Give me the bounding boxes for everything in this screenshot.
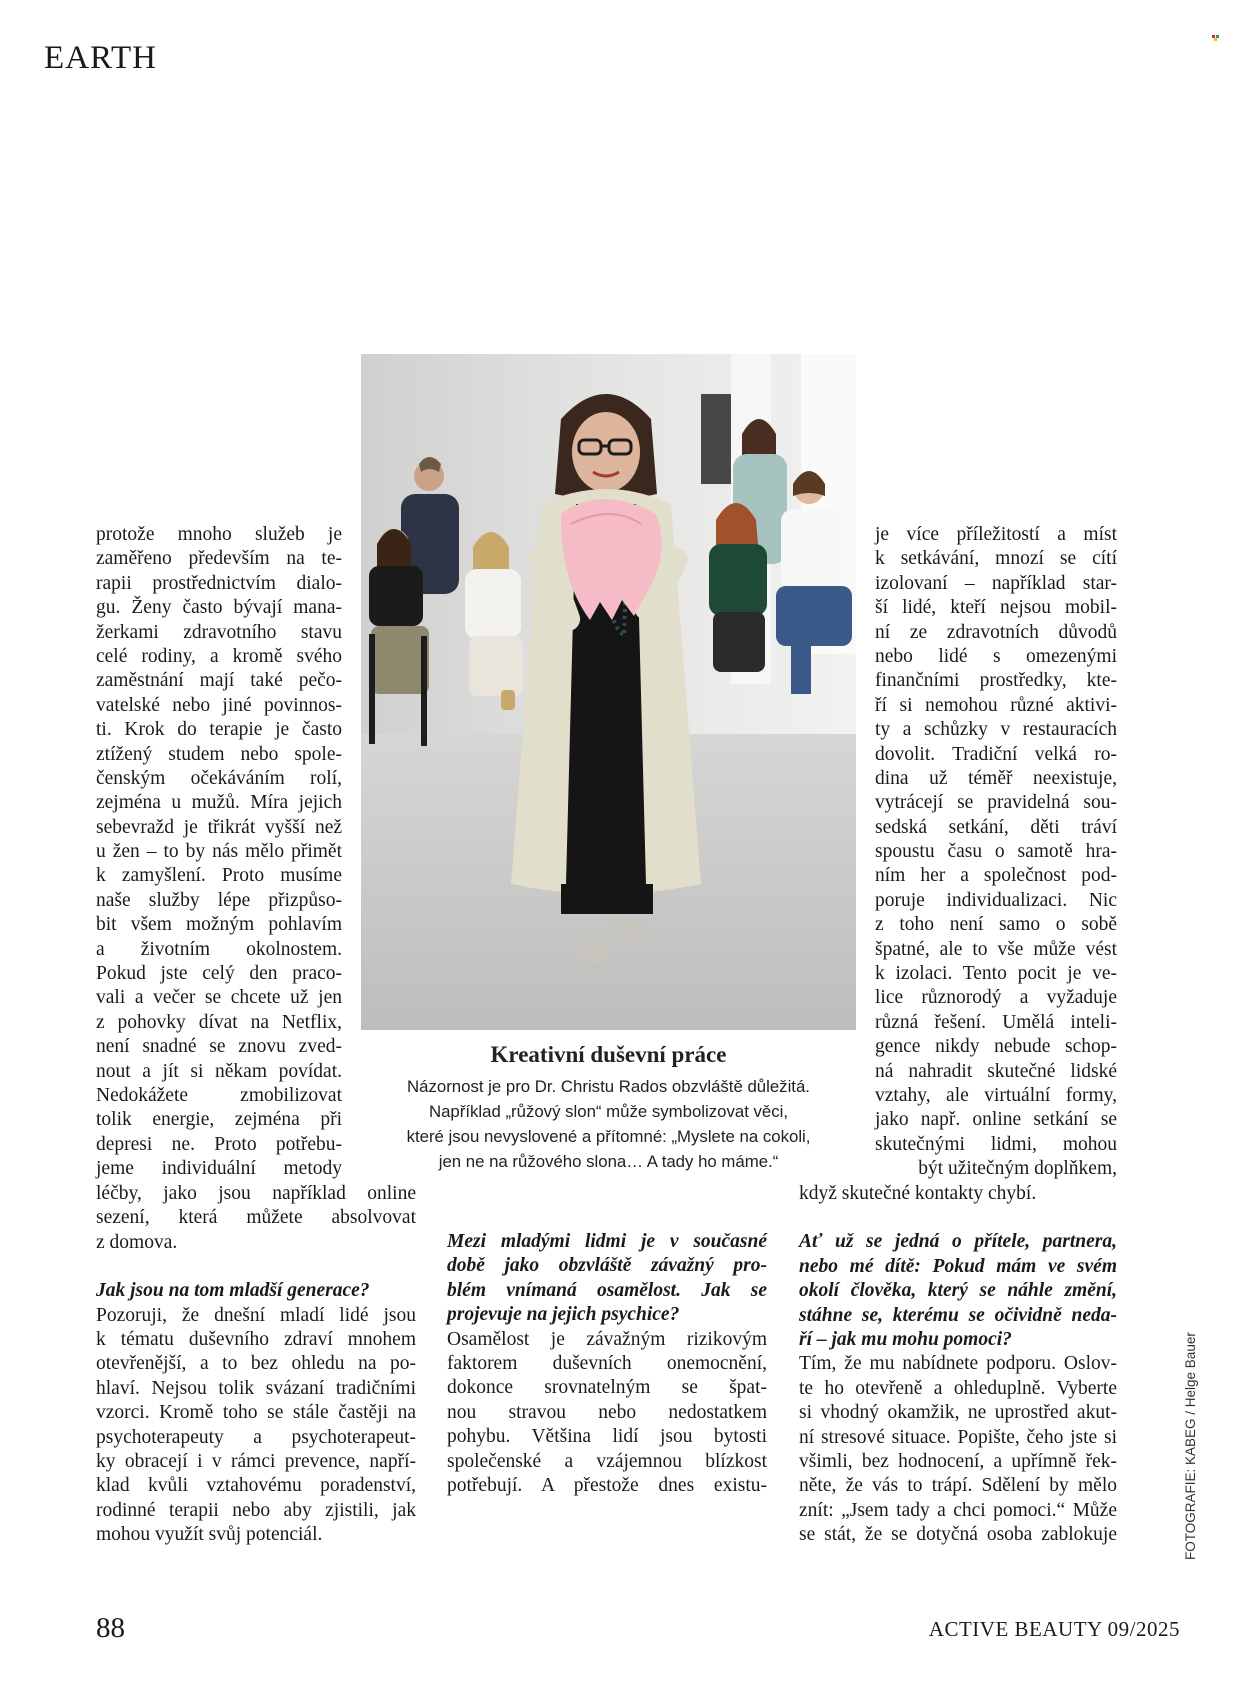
text-line: znít: „Jsem tady a chci pomoci.“ Může [799,1499,1117,1521]
text-line: psychoterapeuty a psychoterapeut- [96,1426,416,1448]
text-line: sezení, která můžete absolvovat [96,1207,416,1229]
text-line: ní stresové situace. Popište, čeho jste si [799,1426,1117,1448]
text-line: vali a večer se chcete už jen [96,987,342,1009]
text-line: u žen – to by nás mělo přimět [96,841,342,863]
text-line: k zamyšlení. Proto musíme [96,865,342,887]
text-line: dokonce srovnatelným se špat- [447,1377,767,1399]
interview-question: projevuje na jejich psychice? [447,1304,680,1326]
text-line: gu. Ženy často bývají mana- [96,597,342,619]
interview-question: Mezi mladými lidmi je v současné [447,1231,767,1252]
text-line: Pokud jste celý den praco- [96,963,342,985]
text-line: te ho otevřeně a ohleduplně. Vyberte [799,1377,1117,1399]
text-line: vatelské nebo jiné povinnos- [96,694,342,716]
text-line: bit všem možným pohlavím [96,914,342,936]
text-line: spoustu času o samotě hra- [875,841,1117,863]
text-line: celé rodiny, a kromě svého [96,645,342,667]
column-middle [447,1230,767,1498]
text-line: protože mnoho služeb je [96,524,342,545]
text-line: nou stravou nebo nedostatkem [447,1401,767,1423]
text-line: ti. Krok do terapie je často [96,719,342,741]
text-line: izolovaní – například star- [875,572,1117,594]
text-line: dovolit. Tradiční velká ro- [875,743,1117,765]
photo-caption-title: Kreativní duševní práce [490,1042,727,1067]
text-line: klad kvůli vztahovému poradenství, [96,1475,416,1497]
text-line: a životním okolnostem. [96,938,342,960]
text-line: z domova. [96,1231,178,1253]
text-line: Osamělost je závažným rizikovým [447,1328,767,1350]
magazine-issue: ACTIVE BEAUTY 09/2025 [928,1617,1180,1641]
interview-question: stáhne se, kterému se očividně neda- [799,1304,1117,1326]
text-line: ná nahradit skutečné lidské [875,1060,1117,1082]
text-line: k izolaci. Tento pocit je ve- [875,963,1117,985]
photo-caption-line: Například „růžový slon“ může symbolizovat věci, [428,1102,789,1121]
text-line: špatné, ale to vše může vést [875,938,1117,960]
text-line: pohybu. Většina lidí jsou bytosti [447,1426,767,1448]
text-line: ztížený studem nebo spole- [96,743,342,765]
text-line: nebo lidé s omezenými [875,645,1117,667]
text-line: poruje individualizaci. Nic [875,889,1117,911]
text-line: rapii prostřednictvím dialo- [96,572,342,594]
text-line: k setkávání, mnozí se cítí [875,548,1117,570]
text-line: potřebují. A přestože dnes existu- [447,1474,767,1496]
text-line: společenské a vzájemnou blízkost [447,1450,767,1472]
text-line: ty a schůzky v restauracích [875,719,1117,741]
text-line: Pozoruji, že dnešní mladí lidé jsou [96,1304,416,1326]
text-line: faktorem duševních onemocnění, [447,1352,767,1374]
page-number: 88 [96,1612,125,1644]
column-right-bottom [799,1182,1117,1547]
interview-question: blém vnímaná osamělost. Jak se [447,1279,767,1301]
text-line: lice různorodý a vyžaduje [875,987,1117,1009]
text-line: ří si nemohou různé aktivi- [875,694,1117,716]
column-left-wide [96,1182,416,1547]
article-photo [361,354,856,1030]
section-label: EARTH [44,40,158,76]
text-line: být užitečným doplňkem, [918,1158,1117,1180]
text-line: z pohovky dívat na Netflix, [96,1011,342,1033]
text-line: k tématu duševního zdraví mnohem [96,1328,416,1350]
text-line: všimli, bez hodnocení, a upřímně řek- [799,1450,1117,1472]
photo-caption-line: Názornost je pro Dr. Christu Rados obzvláště důležitá. [407,1077,810,1096]
photo-credit: FOTOGRAFIE: KABEG / Helge Bauer [1183,1332,1198,1560]
column-left-top [96,523,342,1182]
photo-caption-line: jen ne na růžového slona… A tady ho máme.“ [438,1152,779,1171]
text-line: jako např. online setkání se [875,1109,1117,1131]
text-line: se stát, že se dotyčná osoba zablokuje [799,1524,1117,1546]
text-line: gence nikdy nebude schop- [875,1036,1117,1058]
text-line: různá řešení. Umělá inteli- [875,1011,1117,1033]
interview-question: ří – jak mu mohu pomoci? [799,1328,1012,1350]
text-line: ním her a společnost pod- [875,865,1117,887]
text-line: vytrácejí se pravidelná sou- [875,792,1117,814]
text-line: něte, že vás to trápí. Sdělení by mělo [799,1475,1117,1497]
text-line: ky obracejí i v rámci prevence, napří- [96,1450,416,1472]
text-line: vzorci. Kromě toho se stále častěji na [96,1402,416,1424]
text-line: naše služby lépe přizpůso- [96,889,342,911]
text-line: zejména u mužů. Míra jejich [96,792,342,814]
text-line: dina už téměř neexistuje, [875,767,1117,789]
text-line: ní ze zdravotních důvodů [875,621,1117,643]
text-line: není snadné se znovu zved- [96,1036,342,1058]
interview-question: okolí člověka, který se náhle změní, [799,1280,1117,1302]
text-line: čenským očekáváním rolí, [96,767,342,789]
text-line: mohou využít svůj potenciál. [96,1524,323,1546]
text-line: sebevražd je třikrát vyšší než [96,816,342,838]
text-line: Nedokážete zmobilizovat [96,1084,342,1106]
text-line: depresi ne. Proto potřebu- [96,1133,342,1155]
interview-question: době jako obzvláště závažný pro- [447,1255,767,1277]
text-line: když skutečné kontakty chybí. [799,1183,1037,1204]
text-line: rodinné terapii nebo aby zjistili, jak [96,1499,416,1521]
photo-caption-line: které jsou nevyslovené a přítomné: „Myslete na cokoli, [406,1127,811,1146]
text-line: léčby, jako jsou například online [96,1183,416,1204]
text-line: jeme individuální metody [96,1158,342,1180]
color-mark-icon [1212,35,1220,41]
text-line: nout a jít si někam povídat. [96,1060,342,1082]
text-line: zaměstnání mají také pečo- [96,670,342,692]
text-line: sedská setkání, děti tráví [875,816,1117,838]
text-line: z toho není samo o sobě [875,914,1117,936]
text-line: je více příležitostí a míst [875,524,1117,545]
interview-question: Ať už se jedná o přítele, partnera, [799,1231,1117,1253]
text-line: zaměřeno především na te- [96,548,342,570]
text-line: žerkami zdravotního stavu [96,621,342,643]
column-right-top [875,523,1117,1182]
text-line: otevřenější, a to bez ohledu na po- [96,1353,416,1375]
text-line: vztahy, ale virtuální formy, [875,1084,1117,1106]
text-line: si vhodný okamžik, ne uprostřed akut- [799,1402,1117,1424]
text-line: finančními prostředky, kte- [875,670,1117,692]
interview-question: nebo mé dítě: Pokud mám ve svém [799,1255,1117,1277]
text-line: tolik energie, zejména při [96,1109,342,1131]
mark-yellow [1214,38,1217,41]
text-line: ší lidé, kteří nejsou mobil- [875,597,1117,619]
text-line: skutečnými lidmi, mohou [875,1133,1117,1155]
text-line: hlaví. Nejsou tolik svázaní tradičními [96,1377,416,1399]
interview-question: Jak jsou na tom mladší generace? [96,1280,370,1302]
text-line: Tím, že mu nabídnete podporu. Oslov- [799,1353,1117,1375]
